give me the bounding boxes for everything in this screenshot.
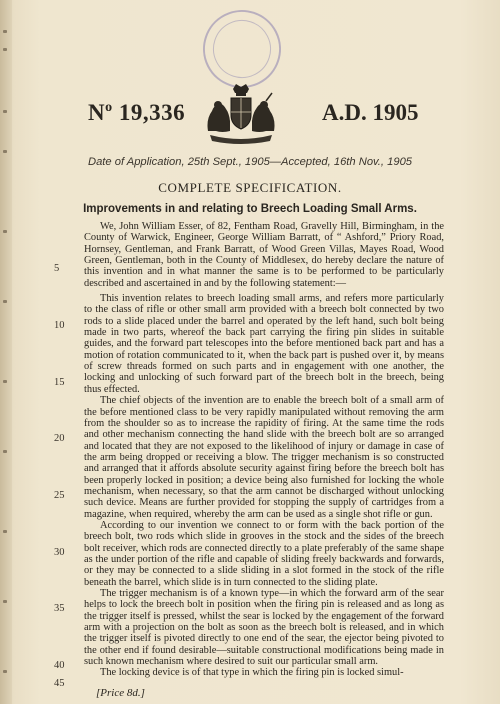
paragraph: This invention relates to breech loading small arms, and refers more particularly to the class of rifle or other small arm provided with a breech bolt connected by two rods to a slide placed under the barrel and operated by the left hand, such bolt being made in two parts, whereof the back part carrying the firing pin slides in suitable guides, and the forward part telescopes into the before mentioned back part and has a motion of rotation communicated to it, when the back part is pushed over it, by means of screw threads formed on such parts and in engagement with one another, the locking and unlocking of such forward part of the breech bolt in the breech, being thus effected.: [84, 293, 444, 395]
line-number: 20: [54, 433, 65, 444]
patent-year: A.D. 1905: [322, 100, 419, 125]
binding-hole: [3, 380, 7, 383]
binding-hole: [3, 30, 7, 33]
binding-hole: [3, 48, 7, 51]
patent-number: [88, 100, 185, 126]
patent-prefix: N: [88, 100, 106, 125]
patent-prefix-sup: o: [105, 100, 113, 115]
paragraph: The locking device is of that type in which the firing pin is locked simul-: [100, 667, 404, 679]
line-number: 15: [54, 377, 65, 388]
specification-title: COMPLETE SPECIFICATION.: [158, 180, 342, 195]
royal-coat-of-arms-icon: [200, 83, 282, 145]
line-number: 5: [54, 263, 60, 274]
paragraph: We, John William Esser, of 82, Fentham Road, Gravelly Hill, Birmingham, in the County of Warwick, Engineer, George William Barratt, of “ Ashford,” Priory Road, Hornsey, Gentleman, and Frank Barratt, of Wood Green Villas, Mayes Road, Wood Green, Gentleman, both in the County of Middlesex, do hereby declare the nature of this invention and in what manner the same is to be performed to be particularly described and ascertained in and by the following statement:—: [84, 221, 444, 289]
binding-hole: [3, 670, 7, 673]
paragraph: According to our invention we connect to or form with the back portion of the breech bolt, two rods which slide in grooves in the stock and the sides of the breech bolt receiver, which rods are connected directly to a plate preferably of the same shape as the under portion of the rifle and capable of sliding freely backwards and forwards, or they may be connected to a slide sliding in a slot formed in the stock of the rifle beneath the barrel, which slide is in turn connected to the sliding plate.: [84, 519, 444, 588]
line-number: 35: [54, 603, 65, 614]
binding-hole: [3, 230, 7, 233]
specification-body: [84, 221, 444, 679]
paragraph: The trigger mechanism is of a known type—in which the forward arm of the sear helps to lock the breech bolt in position when the firing pin is released and as long as the trigger itself is pressed, whilst the sear is locked by the engagement of the forward arm with a projection on the bolt as soon as the breech bolt is released, and in which the trigger itself is pivoted directly to one end of the sear, the ejector being pivoted to the other end if found desirable—suitable constructional modifications being made in such known mechanism where desired to suit our particular small arm.: [84, 588, 444, 668]
paragraph: The chief objects of the invention are to enable the breech bolt of a small arm of the before mentioned class to be very rapidly manipulated without removing the arm from the shoulder so as to increase the rapidity of firing. At the same time the rods and other mechanism connecting the hand slide with the breech bolt are so arranged and located that they are not exposed to the likelihood of injury or damage in case of the arm being dropped or receiving a blow. The trigger mechanism is so constructed and arranged that it affords absolute security against firing before the breech bolt has been properly locked in position; a device being also furnished for locking the whole mechanism, when necessary, so that the arm cannot be discharged without unlocking such device. Means are further provided for stopping the supply of cartridges from a magazine, when required, whereby the arm can be used as a single shot rifle or gun.: [84, 395, 444, 520]
binding-hole: [3, 450, 7, 453]
binding-hole: [3, 150, 7, 153]
line-number: 40: [54, 660, 65, 671]
line-number: 45: [54, 678, 65, 689]
line-number: 30: [54, 547, 65, 558]
binding-hole: [3, 300, 7, 303]
line-number: 10: [54, 320, 65, 331]
application-dates: Date of Application, 25th Sept., 1905—Accepted, 16th Nov., 1905: [87, 156, 413, 168]
invention-title: Improvements in and relating to Breech Loading Small Arms.: [83, 203, 417, 215]
binding-hole: [3, 530, 7, 533]
binding-hole: [3, 600, 7, 603]
patent-number-value: 19,336: [118, 100, 186, 125]
price: [Price 8d.]: [96, 687, 145, 699]
line-number: 25: [54, 490, 65, 501]
